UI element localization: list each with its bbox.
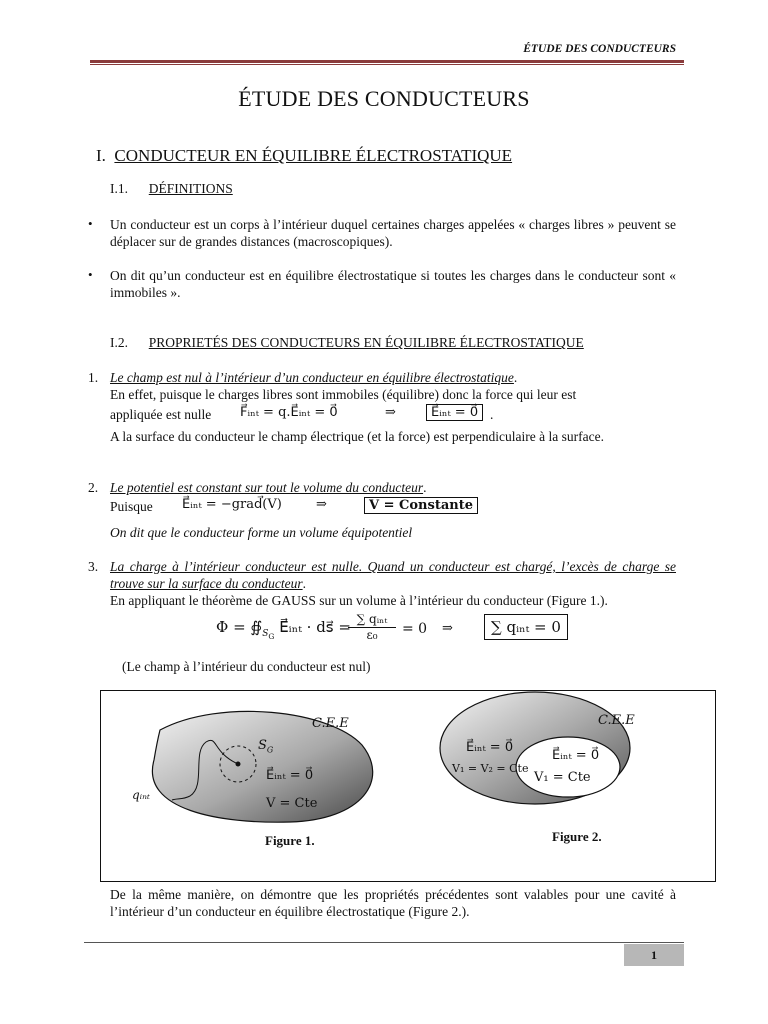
bullet-dot: • [88,267,93,282]
page-number: 1 [624,944,684,966]
item-note: (Le champ à l’intérieur du conducteur est nul) [122,659,371,674]
closing-paragraph: De la même manière, on démontre que les propriétés précédentes sont valables pour une cavité à l’intérieur d’un conducteur en équilibre électrostatique (Figure 2.). [110,887,676,919]
surface-label [258,738,273,755]
surface-sublabel: G [268,631,275,641]
header-rule-thin [90,64,684,65]
item-heading: Le potentiel est constant sur tout le volume du conducteur. [110,480,427,495]
item-line: Puisque [110,499,153,514]
flux-integral: Φ = ∯ [216,618,263,636]
item-heading: La charge à l’intérieur conducteur est nulle. Quand un conducteur est chargé, l’excès de charge se trouve sur la surface du conducteur. [110,559,676,591]
item-heading-text: La charge à l’intérieur conducteur est nulle. Quand un conducteur est chargé, l’excès de charge se trouve sur la surface du conducteur [110,559,676,591]
item-line: En appliquant le théorème de GAUSS sur un volume à l’intérieur du conducteur (Figure 1.). [110,593,608,608]
potential-label-inner: V₁ = Cte [534,770,591,785]
item-line: appliquée est nulle [110,407,212,422]
subsection-number: I.2. [110,335,128,350]
subsection-heading [110,181,233,197]
item-heading-text: Le potentiel est constant sur tout le volume du conducteur [110,480,424,495]
section-title: CONDUCTEUR EN ÉQUILIBRE ÉLECTROSTATIQUE [114,146,513,165]
surface-letter: S [258,738,267,753]
punctuation: . [490,407,494,422]
potential-label: V = Cte [266,796,318,811]
implies-arrow: ⇒ [385,405,396,420]
bullet-text: Un conducteur est un corps à l’intérieur duquel certaines charges appelées « charges libres » peuvent se déplacer sur de grandes distances (macroscopiques). [110,217,676,249]
boxed-result: ∑ qᵢₙₜ = 0 [484,614,568,640]
field-term: E⃗ᵢₙₜ · ds⃗ = [279,618,351,636]
subsection-title: PROPRIETÉS DES CONDUCTEURS EN ÉQUILIBRE ÉLECTROSTATIQUE [148,335,584,350]
field-label: E⃗ᵢₙₜ = 0⃗ [266,768,314,783]
charge-label: qᵢₙₜ [132,788,150,802]
implies-arrow: ⇒ [316,497,327,512]
surface-label: S [262,629,269,639]
field-label-inner: E⃗ᵢₙₜ = 0⃗ [552,748,600,763]
boxed-result: E⃗ᵢₙₜ = 0⃗ [426,404,483,421]
footer-rule [84,942,684,943]
item-line: On dit que le conducteur forme un volume équipotentiel [110,525,413,540]
potential-label-outer: V₁ = V₂ = Cte [452,762,529,775]
item-number: 3. [88,559,99,574]
subsection-heading [110,335,584,351]
bullet-text: On dit qu’un conducteur est en équilibre électrostatique si toutes les charges dans le conducteur sont « immobiles ». [110,268,676,300]
fraction [348,612,396,642]
item-number: 2. [88,480,99,495]
section-heading [96,146,512,166]
fraction-denominator: ε₀ [366,628,378,642]
figure-caption: Figure 1. [265,833,315,848]
header-rule [90,60,684,63]
item-line: A la surface du conducteur le champ électrique (et la force) est perpendiculaire à la surface. [110,429,604,444]
cee-label: C.E.E [312,716,349,731]
field-label-outer: E⃗ᵢₙₜ = 0⃗ [466,740,514,755]
subsection-title: DÉFINITIONS [148,181,233,196]
cee-label: C.E.E [598,713,635,728]
surface-subscript: G [266,745,274,755]
subsection-number: I.1. [110,181,128,196]
item-line: En effet, puisque le charges libres sont immobiles (équilibre) donc la force qui leur est [110,387,577,402]
cavity-shape [516,737,620,797]
document-title: ÉTUDE DES CONDUCTEURS [238,86,530,111]
item-heading: Le champ est nul à l’intérieur d’un conducteur en équilibre électrostatique. [110,370,518,385]
running-header: ÉTUDE DES CONDUCTEURS [523,43,676,55]
figure-caption: Figure 2. [552,829,602,844]
equation-rhs: = 0 [402,621,428,637]
item-number: 1. [88,370,99,385]
fraction-numerator: ∑ qᵢₙₜ [348,612,396,628]
equation: E⃗ᵢₙₜ = −grad⃗(V) [182,497,282,512]
bullet-dot: • [88,216,93,231]
boxed-result: V = Constante [364,497,478,514]
section-number: I. [96,146,106,165]
item-heading-text: Le champ est nul à l’intérieur d’un conducteur en équilibre électrostatique [110,370,514,385]
implies-arrow: ⇒ [442,621,453,636]
gauss-equation [216,618,351,641]
equation: F⃗ᵢₙₜ = q.E⃗ᵢₙₜ = 0⃗ [240,405,338,420]
